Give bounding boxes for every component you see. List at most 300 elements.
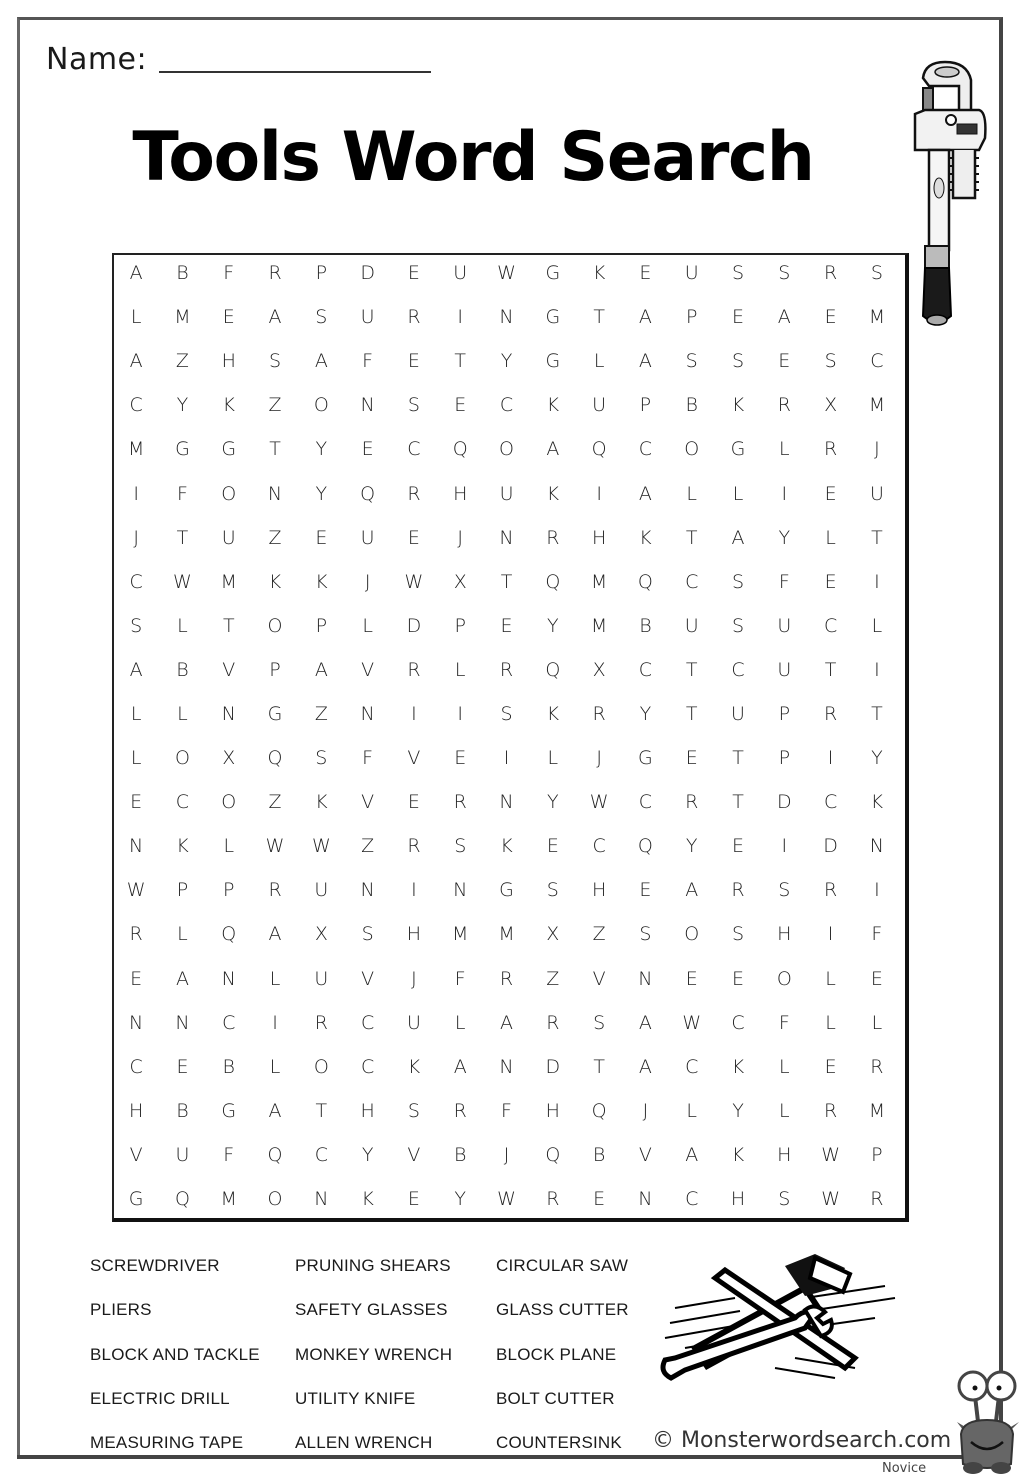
grid-cell[interactable]: D [545,1055,561,1078]
grid-cell[interactable]: Y [685,835,698,858]
grid-cell[interactable]: E [824,482,837,505]
grid-cell[interactable]: J [411,967,417,990]
grid-cell[interactable]: Y [500,350,513,373]
grid-cell[interactable]: C [499,394,514,417]
grid-cell[interactable]: X [453,570,467,593]
grid-cell[interactable]: S [315,306,328,329]
grid-cell[interactable]: N [499,526,514,549]
grid-cell[interactable]: O [313,394,329,417]
grid-cell[interactable]: K [546,702,560,725]
grid-cell[interactable]: A [129,658,143,681]
grid-cell[interactable]: D [776,791,792,814]
grid-cell[interactable]: K [315,791,328,814]
grid-cell[interactable]: A [314,658,328,681]
grid-cell[interactable]: R [546,1188,560,1211]
grid-cell[interactable]: L [686,482,697,505]
grid-cell[interactable]: R [407,835,421,858]
grid-cell[interactable]: E [176,1055,189,1078]
grid-cell[interactable]: R [499,967,514,990]
grid-cell[interactable]: V [361,967,375,990]
grid-cell[interactable]: T [732,747,744,770]
grid-cell[interactable]: C [823,614,838,637]
grid-cell[interactable]: N [129,1011,144,1034]
grid-cell[interactable]: V [592,967,606,990]
grid-cell[interactable]: Q [267,747,283,770]
grid-cell[interactable]: M [220,1188,237,1211]
grid-cell[interactable]: Z [268,526,282,549]
grid-cell[interactable]: A [268,306,282,329]
grid-cell[interactable]: H [406,923,422,946]
grid-cell[interactable]: N [175,1011,190,1034]
grid-cell[interactable]: L [779,1099,790,1122]
grid-cell[interactable]: E [732,306,745,329]
grid-cell[interactable]: X [314,923,328,946]
grid-cell[interactable]: U [314,879,329,902]
grid-cell[interactable]: R [777,394,791,417]
grid-cell[interactable]: U [777,658,792,681]
grid-cell[interactable]: A [638,1055,652,1078]
grid-cell[interactable]: Z [546,967,560,990]
grid-cell[interactable]: E [407,350,420,373]
grid-cell[interactable]: I [411,879,417,902]
grid-cell[interactable]: E [824,570,837,593]
grid-cell[interactable]: R [407,306,421,329]
grid-cell[interactable]: S [315,747,328,770]
grid-cell[interactable]: P [639,394,652,417]
grid-cell[interactable]: O [499,438,514,461]
grid-cell[interactable]: I [596,482,602,505]
grid-cell[interactable]: A [777,306,791,329]
grid-cell[interactable]: S [731,570,745,593]
grid-cell[interactable]: L [779,1055,790,1078]
grid-cell[interactable]: P [871,1143,883,1166]
grid-cell[interactable]: E [593,1188,606,1211]
grid-cell[interactable]: K [870,791,884,814]
grid-cell[interactable]: A [500,1011,514,1034]
grid-cell[interactable]: P [223,879,235,902]
grid-cell[interactable]: Q [545,570,561,593]
grid-cell[interactable]: A [685,879,699,902]
grid-cell[interactable]: N [453,879,468,902]
grid-cell[interactable]: O [313,1055,329,1078]
grid-cell[interactable]: E [130,791,143,814]
grid-cell[interactable]: G [545,306,561,329]
grid-cell[interactable]: T [685,658,698,681]
grid-cell[interactable]: L [732,482,744,505]
grid-cell[interactable]: R [407,658,421,681]
grid-cell[interactable]: Q [545,658,561,681]
grid-cell[interactable]: Q [360,482,376,505]
grid-cell[interactable]: H [129,1099,144,1122]
grid-cell[interactable]: T [269,438,281,461]
grid-cell[interactable]: S [130,614,143,637]
grid-cell[interactable]: W [404,570,424,593]
grid-cell[interactable]: V [222,658,236,681]
grid-cell[interactable]: C [592,835,606,858]
grid-cell[interactable]: N [499,1055,514,1078]
grid-cell[interactable]: C [222,1011,236,1034]
grid-cell[interactable]: U [453,262,468,285]
grid-cell[interactable]: R [592,702,606,725]
grid-cell[interactable]: E [685,967,698,990]
grid-cell[interactable]: K [268,570,282,593]
grid-cell[interactable]: F [454,967,466,990]
grid-cell[interactable]: G [730,438,746,461]
grid-cell[interactable]: G [545,262,561,285]
grid-cell[interactable]: A [638,350,652,373]
grid-cell[interactable]: J [457,526,464,549]
grid-cell[interactable]: L [686,1099,697,1122]
grid-cell[interactable]: U [221,526,236,549]
grid-cell[interactable]: E [361,438,374,461]
grid-cell[interactable]: S [731,923,745,946]
grid-cell[interactable]: C [685,1188,699,1211]
grid-cell[interactable]: E [130,967,143,990]
grid-cell[interactable]: A [546,438,560,461]
grid-cell[interactable]: E [824,306,837,329]
grid-cell[interactable]: A [638,482,652,505]
grid-cell[interactable]: K [731,1055,745,1078]
grid-cell[interactable]: E [454,394,467,417]
grid-cell[interactable]: V [129,1143,143,1166]
grid-cell[interactable]: P [176,879,189,902]
grid-cell[interactable]: I [827,747,834,770]
grid-cell[interactable]: O [267,1188,283,1211]
grid-cell[interactable]: R [824,702,838,725]
grid-cell[interactable]: E [639,879,652,902]
grid-cell[interactable]: R [824,1099,838,1122]
grid-cell[interactable]: S [778,262,791,285]
grid-cell[interactable]: N [221,702,236,725]
grid-cell[interactable]: A [268,1099,282,1122]
grid-cell[interactable]: B [454,1143,467,1166]
grid-cell[interactable]: N [360,702,375,725]
grid-cell[interactable]: Z [268,394,282,417]
grid-cell[interactable]: A [453,1055,467,1078]
grid-cell[interactable]: Y [732,1099,744,1122]
grid-cell[interactable]: U [360,526,375,549]
grid-cell[interactable]: L [593,350,605,373]
grid-cell[interactable]: C [360,1055,375,1078]
grid-cell[interactable]: R [731,879,745,902]
grid-cell[interactable]: R [824,879,838,902]
grid-cell[interactable]: H [777,923,792,946]
grid-cell[interactable]: E [824,1055,837,1078]
grid-cell[interactable]: X [222,747,236,770]
grid-cell[interactable]: R [546,526,560,549]
grid-cell[interactable]: L [547,747,559,770]
grid-cell[interactable]: H [591,526,607,549]
grid-cell[interactable]: K [546,482,560,505]
grid-cell[interactable]: E [407,1188,420,1211]
grid-cell[interactable]: C [823,791,838,814]
grid-cell[interactable]: A [638,306,652,329]
grid-cell[interactable]: E [685,747,698,770]
grid-cell[interactable]: H [360,1099,375,1122]
grid-cell[interactable]: E [407,262,420,285]
grid-cell[interactable]: C [685,570,699,593]
grid-cell[interactable]: M [590,614,608,637]
grid-cell[interactable]: I [781,835,788,858]
grid-cell[interactable]: O [684,438,700,461]
grid-cell[interactable]: O [684,923,700,946]
grid-cell[interactable]: N [360,394,375,417]
grid-cell[interactable]: T [315,1099,328,1122]
grid-cell[interactable]: V [407,747,421,770]
grid-cell[interactable]: L [177,923,188,946]
grid-cell[interactable]: S [546,879,559,902]
grid-cell[interactable]: P [778,747,791,770]
grid-cell[interactable]: S [870,262,883,285]
grid-cell[interactable]: A [268,923,282,946]
grid-cell[interactable]: L [779,438,790,461]
grid-cell[interactable]: I [457,306,464,329]
grid-cell[interactable]: Q [591,438,607,461]
grid-cell[interactable]: O [221,482,237,505]
grid-cell[interactable]: L [269,1055,281,1078]
grid-cell[interactable]: L [825,1011,836,1034]
grid-cell[interactable]: L [130,702,142,725]
grid-cell[interactable]: H [221,350,236,373]
grid-cell[interactable]: T [824,658,837,681]
grid-cell[interactable]: Q [591,1099,607,1122]
grid-cell[interactable]: O [174,747,190,770]
grid-cell[interactable]: K [315,570,328,593]
grid-cell[interactable]: Y [315,438,328,461]
grid-cell[interactable]: M [174,306,191,329]
grid-cell[interactable]: S [361,923,374,946]
grid-cell[interactable]: Z [314,702,328,725]
grid-cell[interactable]: F [362,747,374,770]
grid-cell[interactable]: L [454,1011,466,1034]
grid-cell[interactable]: C [175,791,190,814]
grid-cell[interactable]: Y [361,1143,374,1166]
grid-cell[interactable]: M [868,306,886,329]
grid-cell[interactable]: L [130,747,142,770]
grid-cell[interactable]: K [222,394,235,417]
grid-cell[interactable]: U [684,614,699,637]
grid-cell[interactable]: K [731,1143,745,1166]
grid-cell[interactable]: S [778,879,791,902]
grid-cell[interactable]: S [593,1011,606,1034]
grid-cell[interactable]: J [642,1099,649,1122]
grid-cell[interactable]: B [685,394,698,417]
grid-cell[interactable]: G [221,1099,237,1122]
name-field-line[interactable] [159,71,431,73]
grid-cell[interactable]: I [874,658,880,681]
grid-cell[interactable]: S [685,350,698,373]
grid-cell[interactable]: R [268,262,282,285]
grid-cell[interactable]: I [457,702,464,725]
grid-cell[interactable]: C [129,570,143,593]
grid-cell[interactable]: Y [639,702,652,725]
grid-cell[interactable]: I [781,482,788,505]
grid-cell[interactable]: U [684,262,699,285]
grid-cell[interactable]: I [133,482,139,505]
grid-cell[interactable]: R [499,658,514,681]
grid-cell[interactable]: P [778,702,791,725]
grid-cell[interactable]: Q [174,1188,190,1211]
grid-cell[interactable]: C [870,350,884,373]
grid-cell[interactable]: Q [637,835,653,858]
grid-cell[interactable]: L [269,967,281,990]
grid-cell[interactable]: H [545,1099,560,1122]
grid-cell[interactable]: R [453,1099,467,1122]
grid-cell[interactable]: Y [315,482,328,505]
grid-cell[interactable]: U [360,306,375,329]
grid-cell[interactable]: D [406,614,422,637]
grid-cell[interactable]: M [590,570,608,593]
grid-cell[interactable]: N [360,879,375,902]
grid-cell[interactable]: L [454,658,466,681]
grid-cell[interactable]: B [592,1143,606,1166]
grid-cell[interactable]: Y [778,526,791,549]
grid-cell[interactable]: N [221,967,236,990]
grid-cell[interactable]: W [265,835,285,858]
grid-cell[interactable]: K [731,394,745,417]
grid-cell[interactable]: S [778,1188,791,1211]
word-search-grid[interactable] [113,251,900,1221]
grid-cell[interactable]: Z [361,835,375,858]
grid-cell[interactable]: U [175,1143,190,1166]
grid-cell[interactable]: S [731,350,745,373]
grid-cell[interactable]: J [596,747,602,770]
grid-cell[interactable]: B [639,614,652,637]
grid-cell[interactable]: L [223,835,235,858]
grid-cell[interactable]: E [546,835,559,858]
grid-cell[interactable]: W [497,1188,516,1211]
grid-cell[interactable]: E [500,614,513,637]
grid-cell[interactable]: J [503,1143,510,1166]
grid-cell[interactable]: I [411,702,417,725]
grid-cell[interactable]: H [453,482,468,505]
grid-cell[interactable]: W [682,1011,702,1034]
grid-cell[interactable]: N [869,835,884,858]
grid-cell[interactable]: J [133,526,139,549]
grid-cell[interactable]: K [639,526,652,549]
grid-cell[interactable]: I [827,923,834,946]
grid-cell[interactable]: S [454,835,467,858]
grid-cell[interactable]: S [500,702,513,725]
grid-cell[interactable]: C [360,1011,375,1034]
grid-cell[interactable]: H [730,1188,746,1211]
grid-cell[interactable]: X [824,394,838,417]
grid-cell[interactable]: T [176,526,189,549]
grid-cell[interactable]: E [732,967,745,990]
grid-cell[interactable]: G [545,350,561,373]
grid-cell[interactable]: Y [871,747,883,770]
grid-cell[interactable]: W [821,1188,840,1211]
grid-cell[interactable]: R [870,1188,884,1211]
grid-cell[interactable]: L [362,614,373,637]
grid-cell[interactable]: C [685,1055,699,1078]
grid-cell[interactable]: C [638,658,653,681]
grid-cell[interactable]: F [778,1011,790,1034]
grid-cell[interactable]: F [501,1099,512,1122]
grid-cell[interactable]: I [272,1011,278,1034]
grid-cell[interactable]: Q [545,1143,561,1166]
grid-cell[interactable]: X [592,658,606,681]
grid-cell[interactable]: T [871,526,883,549]
grid-cell[interactable]: E [778,350,791,373]
grid-cell[interactable]: S [269,350,282,373]
grid-cell[interactable]: W [497,262,516,285]
grid-cell[interactable]: T [222,614,235,637]
grid-cell[interactable]: A [314,350,328,373]
grid-cell[interactable]: U [731,702,745,725]
grid-cell[interactable]: R [546,1011,560,1034]
grid-cell[interactable]: M [868,1099,886,1122]
grid-cell[interactable]: S [824,350,837,373]
grid-cell[interactable]: O [776,967,792,990]
grid-cell[interactable]: E [222,306,235,329]
grid-cell[interactable]: R [685,791,699,814]
grid-cell[interactable]: A [638,1011,652,1034]
grid-cell[interactable]: T [871,702,883,725]
grid-cell[interactable]: E [732,835,745,858]
grid-cell[interactable]: P [454,614,466,637]
grid-cell[interactable]: E [315,526,328,549]
grid-cell[interactable]: E [407,526,420,549]
grid-cell[interactable]: Q [452,438,468,461]
grid-cell[interactable]: U [869,482,884,505]
grid-cell[interactable]: S [407,1099,420,1122]
grid-cell[interactable]: C [638,438,653,461]
grid-cell[interactable]: N [267,482,283,505]
grid-cell[interactable]: A [129,262,143,285]
grid-cell[interactable]: V [638,1143,652,1166]
grid-cell[interactable]: T [685,702,698,725]
grid-cell[interactable]: H [777,1143,792,1166]
grid-cell[interactable]: L [130,306,142,329]
grid-cell[interactable]: F [362,350,374,373]
grid-cell[interactable]: T [593,1055,605,1078]
grid-cell[interactable]: H [591,879,607,902]
grid-cell[interactable]: P [269,658,281,681]
grid-cell[interactable]: B [222,1055,235,1078]
grid-cell[interactable]: V [361,658,375,681]
grid-cell[interactable]: R [870,1055,884,1078]
grid-cell[interactable]: L [177,614,188,637]
grid-cell[interactable]: Q [267,1143,283,1166]
grid-cell[interactable]: G [128,1188,144,1211]
grid-cell[interactable]: Y [176,394,189,417]
grid-cell[interactable]: Y [547,791,559,814]
grid-cell[interactable]: G [175,438,190,461]
grid-cell[interactable]: P [315,614,328,637]
grid-cell[interactable]: V [361,791,375,814]
grid-cell[interactable]: L [825,526,836,549]
grid-cell[interactable]: L [871,1011,883,1034]
grid-cell[interactable]: Q [221,923,237,946]
grid-cell[interactable]: M [452,923,469,946]
grid-cell[interactable]: N [638,967,653,990]
grid-cell[interactable]: K [500,835,513,858]
grid-cell[interactable]: C [407,438,421,461]
grid-cell[interactable]: L [177,702,188,725]
grid-cell[interactable]: I [874,879,880,902]
grid-cell[interactable]: U [499,482,514,505]
grid-cell[interactable]: N [129,835,144,858]
grid-cell[interactable]: P [685,306,698,329]
grid-cell[interactable]: I [503,747,510,770]
grid-cell[interactable]: M [498,923,515,946]
grid-cell[interactable]: F [223,262,235,285]
grid-cell[interactable]: F [871,923,883,946]
grid-cell[interactable]: S [639,923,652,946]
grid-cell[interactable]: T [685,526,698,549]
grid-cell[interactable]: F [223,1143,235,1166]
